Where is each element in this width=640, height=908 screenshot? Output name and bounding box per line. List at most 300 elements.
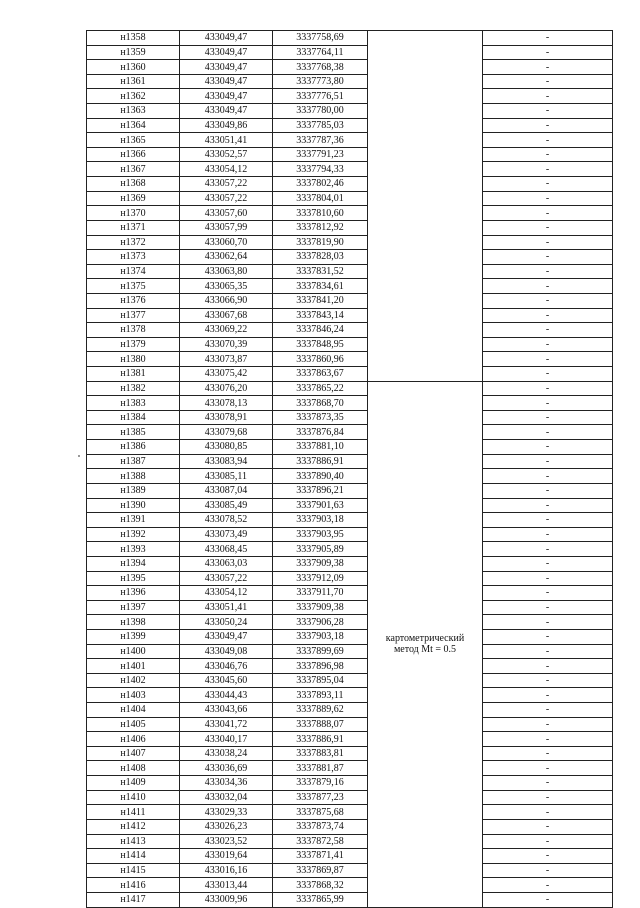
x-coordinate-cell: 433049,47 — [180, 60, 273, 75]
table-row — [87, 688, 613, 703]
coordinates-table-body — [87, 31, 613, 908]
x-coordinate-cell: 433079,68 — [180, 425, 273, 440]
table-row — [87, 498, 613, 513]
table-row — [87, 469, 613, 484]
note-cell: - — [483, 673, 613, 688]
x-coordinate-cell: 433023,52 — [180, 834, 273, 849]
x-coordinate-cell: 433051,41 — [180, 600, 273, 615]
point-name-cell: н1406 — [87, 732, 180, 747]
note-cell: - — [483, 819, 613, 834]
note-cell: - — [483, 425, 613, 440]
note-cell: - — [483, 308, 613, 323]
y-coordinate-cell: 3337768,38 — [273, 60, 368, 75]
note-cell: - — [483, 483, 613, 498]
x-coordinate-cell: 433041,72 — [180, 717, 273, 732]
point-name-cell: н1391 — [87, 513, 180, 528]
point-name-cell: н1383 — [87, 396, 180, 411]
note-cell: - — [483, 206, 613, 221]
note-cell: - — [483, 863, 613, 878]
y-coordinate-cell: 3337895,04 — [273, 673, 368, 688]
table-row — [87, 454, 613, 469]
x-coordinate-cell: 433083,94 — [180, 454, 273, 469]
table-row — [87, 600, 613, 615]
x-coordinate-cell: 433075,42 — [180, 367, 273, 382]
method-text-line-2: метод Mt = 0.5 — [393, 644, 457, 656]
y-coordinate-cell: 3337848,95 — [273, 337, 368, 352]
table-row — [87, 673, 613, 688]
table-row — [87, 483, 613, 498]
y-coordinate-cell: 3337889,62 — [273, 703, 368, 718]
note-cell: - — [483, 644, 613, 659]
table-row — [87, 571, 613, 586]
note-cell: - — [483, 629, 613, 644]
note-cell: - — [483, 659, 613, 674]
note-cell: - — [483, 703, 613, 718]
y-coordinate-cell: 3337863,67 — [273, 367, 368, 382]
note-cell: - — [483, 805, 613, 820]
x-coordinate-cell: 433057,22 — [180, 571, 273, 586]
note-cell: - — [483, 162, 613, 177]
point-name-cell: н1399 — [87, 629, 180, 644]
note-cell: - — [483, 293, 613, 308]
y-coordinate-cell: 3337773,80 — [273, 74, 368, 89]
table-row — [87, 367, 613, 382]
table-row — [87, 104, 613, 119]
y-coordinate-cell: 3337802,46 — [273, 177, 368, 192]
x-coordinate-cell: 433038,24 — [180, 746, 273, 761]
y-coordinate-cell: 3337780,00 — [273, 104, 368, 119]
point-name-cell: н1403 — [87, 688, 180, 703]
note-cell: - — [483, 191, 613, 206]
x-coordinate-cell: 433057,22 — [180, 191, 273, 206]
note-cell: - — [483, 849, 613, 864]
note-cell: - — [483, 454, 613, 469]
y-coordinate-cell: 3337896,98 — [273, 659, 368, 674]
y-coordinate-cell: 3337810,60 — [273, 206, 368, 221]
note-cell: - — [483, 513, 613, 528]
table-row — [87, 863, 613, 878]
point-name-cell: н1402 — [87, 673, 180, 688]
table-row — [87, 761, 613, 776]
note-cell: - — [483, 790, 613, 805]
table-row — [87, 849, 613, 864]
point-name-cell: н1382 — [87, 381, 180, 396]
y-coordinate-cell: 3337899,69 — [273, 644, 368, 659]
x-coordinate-cell: 433049,47 — [180, 74, 273, 89]
point-name-cell: н1410 — [87, 790, 180, 805]
x-coordinate-cell: 433050,24 — [180, 615, 273, 630]
y-coordinate-cell: 3337896,21 — [273, 483, 368, 498]
x-coordinate-cell: 433052,57 — [180, 147, 273, 162]
table-row — [87, 177, 613, 192]
point-name-cell: н1386 — [87, 440, 180, 455]
table-row — [87, 323, 613, 338]
table-row — [87, 776, 613, 791]
note-cell: - — [483, 104, 613, 119]
table-row — [87, 586, 613, 601]
note-cell: - — [483, 279, 613, 294]
point-name-cell: н1414 — [87, 849, 180, 864]
y-coordinate-cell: 3337875,68 — [273, 805, 368, 820]
point-name-cell: н1372 — [87, 235, 180, 250]
x-coordinate-cell: 433049,47 — [180, 629, 273, 644]
note-cell: - — [483, 323, 613, 338]
coordinates-table — [86, 30, 613, 908]
point-name-cell: н1407 — [87, 746, 180, 761]
point-name-cell: н1401 — [87, 659, 180, 674]
point-name-cell: н1393 — [87, 542, 180, 557]
x-coordinate-cell: 433060,70 — [180, 235, 273, 250]
x-coordinate-cell: 433080,85 — [180, 440, 273, 455]
note-cell: - — [483, 264, 613, 279]
y-coordinate-cell: 3337879,16 — [273, 776, 368, 791]
note-cell: - — [483, 220, 613, 235]
note-cell: - — [483, 892, 613, 907]
y-coordinate-cell: 3337888,07 — [273, 717, 368, 732]
table-row — [87, 381, 613, 396]
point-name-cell: н1363 — [87, 104, 180, 119]
x-coordinate-cell: 433085,11 — [180, 469, 273, 484]
x-coordinate-cell: 433073,49 — [180, 527, 273, 542]
table-row — [87, 89, 613, 104]
table-row — [87, 60, 613, 75]
table-row — [87, 556, 613, 571]
y-coordinate-cell: 3337865,99 — [273, 892, 368, 907]
note-cell: - — [483, 527, 613, 542]
point-name-cell: н1405 — [87, 717, 180, 732]
y-coordinate-cell: 3337909,38 — [273, 556, 368, 571]
point-name-cell: н1376 — [87, 293, 180, 308]
note-cell: - — [483, 133, 613, 148]
point-name-cell: н1384 — [87, 410, 180, 425]
table-row — [87, 878, 613, 893]
table-row — [87, 74, 613, 89]
point-name-cell: н1369 — [87, 191, 180, 206]
note-cell: - — [483, 571, 613, 586]
x-coordinate-cell: 433065,35 — [180, 279, 273, 294]
x-coordinate-cell: 433057,99 — [180, 220, 273, 235]
y-coordinate-cell: 3337890,40 — [273, 469, 368, 484]
note-cell: - — [483, 834, 613, 849]
point-name-cell: н1390 — [87, 498, 180, 513]
x-coordinate-cell: 433034,36 — [180, 776, 273, 791]
x-coordinate-cell: 433032,04 — [180, 790, 273, 805]
x-coordinate-cell: 433057,60 — [180, 206, 273, 221]
y-coordinate-cell: 3337865,22 — [273, 381, 368, 396]
point-name-cell: н1416 — [87, 878, 180, 893]
x-coordinate-cell: 433085,49 — [180, 498, 273, 513]
table-row — [87, 717, 613, 732]
point-name-cell: н1412 — [87, 819, 180, 834]
note-cell: - — [483, 74, 613, 89]
table-row — [87, 206, 613, 221]
x-coordinate-cell: 433062,64 — [180, 250, 273, 265]
point-name-cell: н1362 — [87, 89, 180, 104]
x-coordinate-cell: 433087,04 — [180, 483, 273, 498]
point-name-cell: н1394 — [87, 556, 180, 571]
y-coordinate-cell: 3337794,33 — [273, 162, 368, 177]
note-cell: - — [483, 498, 613, 513]
point-name-cell: н1359 — [87, 45, 180, 60]
table-row — [87, 644, 613, 659]
x-coordinate-cell: 433029,33 — [180, 805, 273, 820]
note-cell: - — [483, 586, 613, 601]
point-name-cell: н1379 — [87, 337, 180, 352]
note-cell: - — [483, 556, 613, 571]
point-name-cell: н1408 — [87, 761, 180, 776]
x-coordinate-cell: 433036,69 — [180, 761, 273, 776]
y-coordinate-cell: 3337785,03 — [273, 118, 368, 133]
table-row — [87, 308, 613, 323]
point-name-cell: н1417 — [87, 892, 180, 907]
y-coordinate-cell: 3337912,09 — [273, 571, 368, 586]
x-coordinate-cell: 433066,90 — [180, 293, 273, 308]
point-name-cell: н1398 — [87, 615, 180, 630]
scan-speck — [78, 455, 80, 457]
y-coordinate-cell: 3337819,90 — [273, 235, 368, 250]
table-row — [87, 513, 613, 528]
point-name-cell: н1387 — [87, 454, 180, 469]
note-cell: - — [483, 410, 613, 425]
point-name-cell: н1415 — [87, 863, 180, 878]
table-row — [87, 425, 613, 440]
x-coordinate-cell: 433068,45 — [180, 542, 273, 557]
table-row — [87, 659, 613, 674]
point-name-cell: н1404 — [87, 703, 180, 718]
note-cell: - — [483, 118, 613, 133]
y-coordinate-cell: 3337831,52 — [273, 264, 368, 279]
table-row — [87, 147, 613, 162]
note-cell: - — [483, 600, 613, 615]
method-cell — [368, 381, 483, 907]
y-coordinate-cell: 3337883,81 — [273, 746, 368, 761]
x-coordinate-cell: 433078,52 — [180, 513, 273, 528]
table-row — [87, 396, 613, 411]
x-coordinate-cell: 433078,91 — [180, 410, 273, 425]
note-cell: - — [483, 250, 613, 265]
y-coordinate-cell: 3337881,10 — [273, 440, 368, 455]
point-name-cell: н1411 — [87, 805, 180, 820]
x-coordinate-cell: 433045,60 — [180, 673, 273, 688]
note-cell: - — [483, 615, 613, 630]
y-coordinate-cell: 3337903,18 — [273, 629, 368, 644]
y-coordinate-cell: 3337860,96 — [273, 352, 368, 367]
note-cell: - — [483, 235, 613, 250]
y-coordinate-cell: 3337776,51 — [273, 89, 368, 104]
point-name-cell: н1370 — [87, 206, 180, 221]
x-coordinate-cell: 433046,76 — [180, 659, 273, 674]
x-coordinate-cell: 433040,17 — [180, 732, 273, 747]
table-row — [87, 250, 613, 265]
y-coordinate-cell: 3337909,38 — [273, 600, 368, 615]
table-row — [87, 527, 613, 542]
x-coordinate-cell: 433043,66 — [180, 703, 273, 718]
x-coordinate-cell: 433049,47 — [180, 104, 273, 119]
y-coordinate-cell: 3337903,95 — [273, 527, 368, 542]
y-coordinate-cell: 3337758,69 — [273, 31, 368, 46]
x-coordinate-cell: 433057,22 — [180, 177, 273, 192]
note-cell: - — [483, 147, 613, 162]
table-row — [87, 133, 613, 148]
x-coordinate-cell: 433054,12 — [180, 162, 273, 177]
y-coordinate-cell: 3337869,87 — [273, 863, 368, 878]
method-cell-empty — [368, 31, 483, 382]
point-name-cell: н1377 — [87, 308, 180, 323]
x-coordinate-cell: 433063,80 — [180, 264, 273, 279]
table-row — [87, 118, 613, 133]
point-name-cell: н1381 — [87, 367, 180, 382]
y-coordinate-cell: 3337906,28 — [273, 615, 368, 630]
y-coordinate-cell: 3337871,41 — [273, 849, 368, 864]
point-name-cell: н1397 — [87, 600, 180, 615]
table-row — [87, 819, 613, 834]
note-cell: - — [483, 732, 613, 747]
table-row — [87, 191, 613, 206]
note-cell: - — [483, 776, 613, 791]
table-row — [87, 352, 613, 367]
y-coordinate-cell: 3337791,23 — [273, 147, 368, 162]
table-row — [87, 805, 613, 820]
x-coordinate-cell: 433076,20 — [180, 381, 273, 396]
y-coordinate-cell: 3337828,03 — [273, 250, 368, 265]
note-cell: - — [483, 761, 613, 776]
table-row — [87, 220, 613, 235]
y-coordinate-cell: 3337841,20 — [273, 293, 368, 308]
point-name-cell: н1413 — [87, 834, 180, 849]
point-name-cell: н1361 — [87, 74, 180, 89]
x-coordinate-cell: 433049,08 — [180, 644, 273, 659]
note-cell: - — [483, 746, 613, 761]
table-row — [87, 410, 613, 425]
note-cell: - — [483, 396, 613, 411]
x-coordinate-cell: 433009,96 — [180, 892, 273, 907]
y-coordinate-cell: 3337787,36 — [273, 133, 368, 148]
point-name-cell: н1360 — [87, 60, 180, 75]
y-coordinate-cell: 3337868,70 — [273, 396, 368, 411]
note-cell: - — [483, 688, 613, 703]
x-coordinate-cell: 433019,64 — [180, 849, 273, 864]
table-row — [87, 279, 613, 294]
note-cell: - — [483, 89, 613, 104]
y-coordinate-cell: 3337873,74 — [273, 819, 368, 834]
y-coordinate-cell: 3337812,92 — [273, 220, 368, 235]
note-cell: - — [483, 381, 613, 396]
x-coordinate-cell: 433049,86 — [180, 118, 273, 133]
note-cell: - — [483, 31, 613, 46]
x-coordinate-cell: 433069,22 — [180, 323, 273, 338]
table-row — [87, 264, 613, 279]
note-cell: - — [483, 45, 613, 60]
table-row — [87, 162, 613, 177]
table-row — [87, 703, 613, 718]
y-coordinate-cell: 3337886,91 — [273, 454, 368, 469]
note-cell: - — [483, 878, 613, 893]
point-name-cell: н1375 — [87, 279, 180, 294]
x-coordinate-cell: 433044,43 — [180, 688, 273, 703]
y-coordinate-cell: 3337804,01 — [273, 191, 368, 206]
x-coordinate-cell: 433026,23 — [180, 819, 273, 834]
table-row — [87, 834, 613, 849]
x-coordinate-cell: 433054,12 — [180, 586, 273, 601]
table-row — [87, 542, 613, 557]
note-cell: - — [483, 337, 613, 352]
table-row — [87, 790, 613, 805]
point-name-cell: н1358 — [87, 31, 180, 46]
y-coordinate-cell: 3337893,11 — [273, 688, 368, 703]
point-name-cell: н1400 — [87, 644, 180, 659]
x-coordinate-cell: 433049,47 — [180, 89, 273, 104]
point-name-cell: н1366 — [87, 147, 180, 162]
table-row — [87, 732, 613, 747]
note-cell: - — [483, 367, 613, 382]
y-coordinate-cell: 3337873,35 — [273, 410, 368, 425]
point-name-cell: н1389 — [87, 483, 180, 498]
x-coordinate-cell: 433078,13 — [180, 396, 273, 411]
table-row — [87, 746, 613, 761]
y-coordinate-cell: 3337905,89 — [273, 542, 368, 557]
y-coordinate-cell: 3337843,14 — [273, 308, 368, 323]
point-name-cell: н1365 — [87, 133, 180, 148]
y-coordinate-cell: 3337881,87 — [273, 761, 368, 776]
point-name-cell: н1374 — [87, 264, 180, 279]
y-coordinate-cell: 3337903,18 — [273, 513, 368, 528]
table-row — [87, 440, 613, 455]
table-row — [87, 45, 613, 60]
point-name-cell: н1396 — [87, 586, 180, 601]
x-coordinate-cell: 433049,47 — [180, 45, 273, 60]
table-row — [87, 293, 613, 308]
method-text-line-1: картометрический — [385, 633, 465, 645]
point-name-cell: н1371 — [87, 220, 180, 235]
point-name-cell: н1409 — [87, 776, 180, 791]
note-cell: - — [483, 469, 613, 484]
point-name-cell: н1364 — [87, 118, 180, 133]
table-row — [87, 235, 613, 250]
x-coordinate-cell: 433067,68 — [180, 308, 273, 323]
x-coordinate-cell: 433063,03 — [180, 556, 273, 571]
x-coordinate-cell: 433073,87 — [180, 352, 273, 367]
y-coordinate-cell: 3337911,70 — [273, 586, 368, 601]
point-name-cell: н1378 — [87, 323, 180, 338]
y-coordinate-cell: 3337876,84 — [273, 425, 368, 440]
y-coordinate-cell: 3337886,91 — [273, 732, 368, 747]
table-row — [87, 31, 613, 46]
note-cell: - — [483, 440, 613, 455]
point-name-cell: н1395 — [87, 571, 180, 586]
note-cell: - — [483, 717, 613, 732]
point-name-cell: н1392 — [87, 527, 180, 542]
point-name-cell: н1367 — [87, 162, 180, 177]
x-coordinate-cell: 433013,44 — [180, 878, 273, 893]
point-name-cell: н1368 — [87, 177, 180, 192]
x-coordinate-cell: 433049,47 — [180, 31, 273, 46]
point-name-cell: н1385 — [87, 425, 180, 440]
note-cell: - — [483, 177, 613, 192]
y-coordinate-cell: 3337901,63 — [273, 498, 368, 513]
note-cell: - — [483, 60, 613, 75]
y-coordinate-cell: 3337834,61 — [273, 279, 368, 294]
point-name-cell: н1373 — [87, 250, 180, 265]
y-coordinate-cell: 3337868,32 — [273, 878, 368, 893]
y-coordinate-cell: 3337764,11 — [273, 45, 368, 60]
x-coordinate-cell: 433051,41 — [180, 133, 273, 148]
y-coordinate-cell: 3337846,24 — [273, 323, 368, 338]
y-coordinate-cell: 3337872,58 — [273, 834, 368, 849]
table-row — [87, 337, 613, 352]
table-row — [87, 629, 613, 644]
x-coordinate-cell: 433016,16 — [180, 863, 273, 878]
note-cell: - — [483, 352, 613, 367]
